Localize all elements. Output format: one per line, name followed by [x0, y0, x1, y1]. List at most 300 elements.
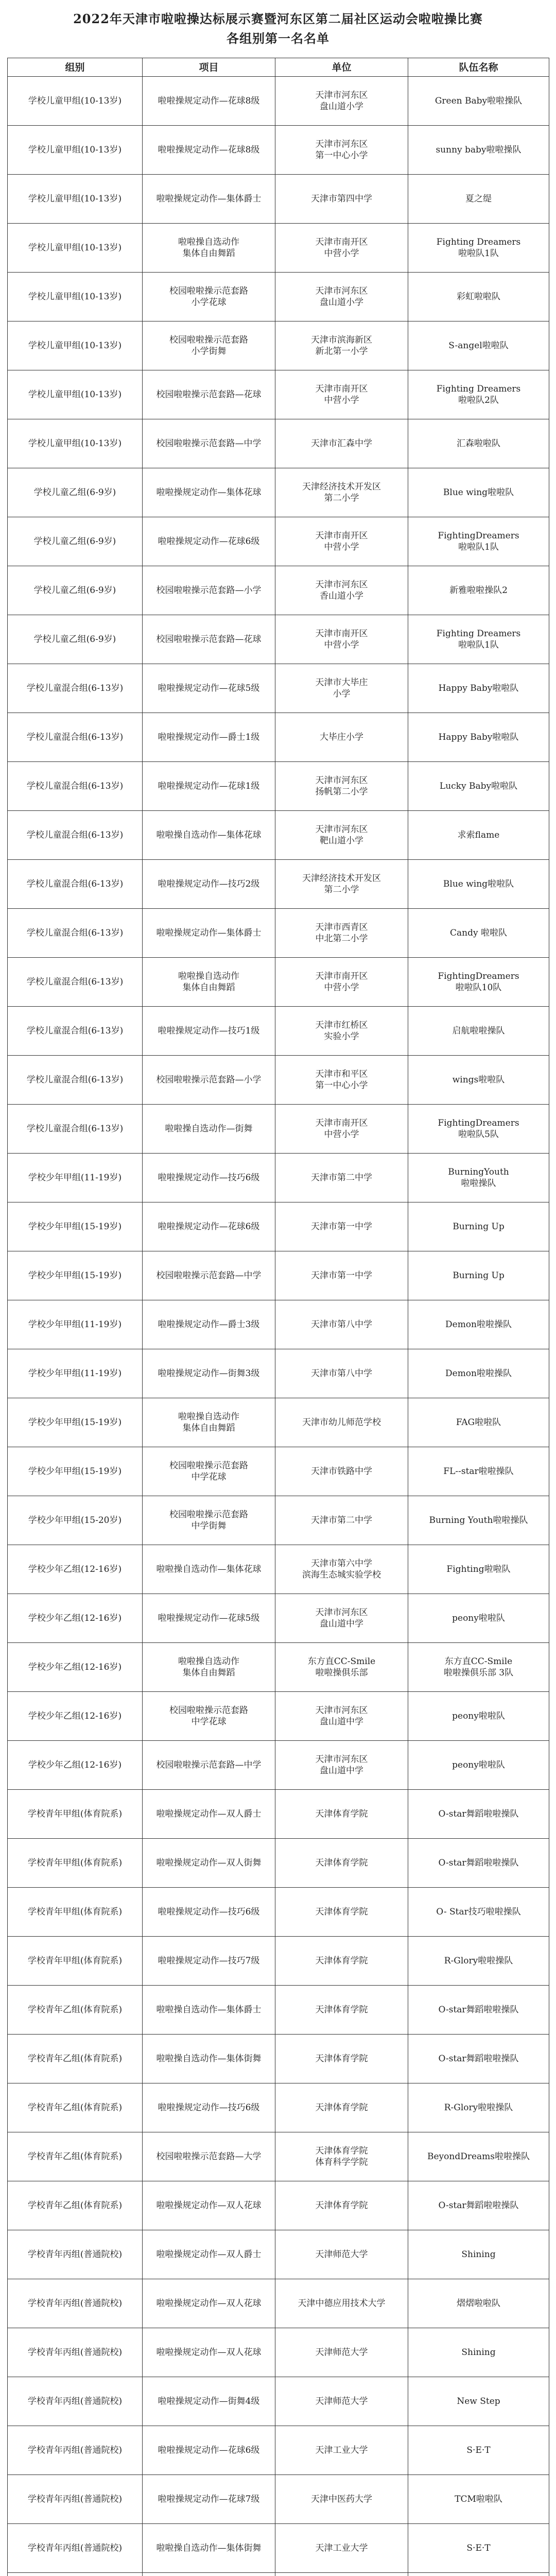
group-cell: [8, 126, 143, 175]
table-row: [8, 2083, 549, 2132]
unit-cell-text: 天津市河东区 第一中心小学: [315, 139, 368, 161]
table-row: [8, 468, 549, 517]
group-cell: [8, 2181, 143, 2230]
team-cell-text: 汇森啦啦队: [457, 438, 500, 449]
event-cell: [143, 1692, 275, 1741]
team-cell: [408, 762, 549, 811]
team-cell: [408, 909, 549, 958]
event-cell: [143, 958, 275, 1007]
team-cell-text: Lucky Baby啦啦队: [439, 781, 518, 791]
table-row: [8, 2573, 549, 2576]
table-row: [8, 2035, 549, 2083]
team-cell: [408, 615, 549, 664]
event-cell: [143, 2083, 275, 2132]
event-cell-text: 啦啦操规定动作—花球5级: [158, 1613, 260, 1623]
event-cell-text: 啦啦操自选动作 集体自由舞蹈: [178, 1656, 239, 1678]
group-cell: [8, 2083, 143, 2132]
event-cell: [143, 224, 275, 273]
unit-cell: [275, 811, 408, 860]
team-cell-text: peony啦啦队: [452, 1760, 505, 1770]
event-cell: [143, 811, 275, 860]
team-cell-text: O-star舞蹈啦啦操队: [438, 2005, 519, 2015]
group-cell-text: 学校少年乙组(12-16岁): [28, 1564, 122, 1574]
unit-cell: [275, 175, 408, 224]
unit-cell: [275, 1741, 408, 1790]
group-cell-text: 学校儿童混合组(6-13岁): [26, 977, 124, 987]
table-row: [8, 77, 549, 126]
event-cell: [143, 1545, 275, 1594]
table-row: [8, 1202, 549, 1251]
group-cell: [8, 566, 143, 615]
group-cell: [8, 1349, 143, 1398]
unit-cell-text: 天津师范大学: [315, 2396, 368, 2406]
event-cell: [143, 2328, 275, 2377]
group-cell: [8, 1839, 143, 1888]
unit-cell: [275, 1496, 408, 1545]
team-cell: [408, 2573, 549, 2576]
team-cell: [408, 2181, 549, 2230]
unit-cell-text: 天津市河东区 盘山道中学: [315, 1705, 368, 1727]
table-row: [8, 175, 549, 224]
group-cell-text: 学校儿童混合组(6-13岁): [26, 1124, 124, 1134]
team-cell: [408, 1154, 549, 1202]
team-cell: [408, 370, 549, 419]
event-cell: [143, 273, 275, 321]
team-cell: [408, 2035, 549, 2083]
event-cell: [143, 1888, 275, 1937]
unit-cell: [275, 2328, 408, 2377]
group-cell-text: 学校少年乙组(12-16岁): [28, 1613, 122, 1623]
unit-cell-text: 天津师范大学: [315, 2347, 368, 2358]
event-cell: [143, 1007, 275, 1056]
team-cell: [408, 1839, 549, 1888]
table-row: [8, 1839, 549, 1888]
team-cell-text: S·E·T: [466, 2543, 491, 2553]
team-cell: [408, 2230, 549, 2279]
unit-cell-text: 天津市河东区 盘山道中学: [315, 1754, 368, 1776]
team-cell: [408, 2132, 549, 2181]
group-cell-text: 学校少年甲组(15-19岁): [28, 1270, 122, 1281]
team-cell-text: Burning Up: [453, 1222, 505, 1232]
group-cell: [8, 1056, 143, 1105]
unit-cell: [275, 958, 408, 1007]
document-title: 2022年天津市啦啦操达标展示赛暨河东区第二届社区运动会啦啦操比赛: [73, 11, 483, 26]
team-cell: [408, 517, 549, 566]
unit-cell: [275, 1594, 408, 1643]
unit-cell: [275, 1643, 408, 1692]
event-cell: [143, 1398, 275, 1447]
event-cell-text: 啦啦操规定动作—街舞3级: [158, 1368, 260, 1379]
team-cell-text: Blue wing啦啦队: [443, 879, 514, 889]
event-cell: [143, 860, 275, 909]
event-cell: [143, 468, 275, 517]
team-cell: [408, 1545, 549, 1594]
event-cell-text: 校园啦啦操示范套路 小学街舞: [169, 335, 248, 357]
group-cell: [8, 2035, 143, 2083]
unit-cell-text: 天津市河东区 盘山道小学: [315, 90, 368, 112]
group-cell-text: 学校青年乙组(体育院系): [27, 2200, 123, 2211]
team-cell-text: Shining: [461, 2249, 496, 2260]
group-cell: [8, 615, 143, 664]
team-cell-text: FightingDreamers 啦啦队10队: [438, 971, 519, 993]
group-cell-text: 学校少年甲组(15-19岁): [28, 1222, 122, 1232]
team-cell: [408, 1251, 549, 1300]
table-row: [8, 370, 549, 419]
team-cell-text: O- Star技巧啦啦操队: [436, 1907, 521, 1917]
team-cell-text: Happy Baby啦啦队: [438, 683, 519, 693]
unit-cell: [275, 2279, 408, 2328]
team-cell-text: 新雅啦啦操队2: [449, 585, 508, 596]
table-row: [8, 615, 549, 664]
table-row: [8, 566, 549, 615]
unit-cell-text: 天津体育学院: [315, 1956, 368, 1966]
team-cell-text: Shining: [461, 2347, 496, 2358]
team-cell: [408, 1692, 549, 1741]
event-cell: [143, 2132, 275, 2181]
team-cell: [408, 175, 549, 224]
group-cell: [8, 2328, 143, 2377]
unit-cell: [275, 2035, 408, 2083]
table-row: [8, 2279, 549, 2328]
table-row: [8, 2181, 549, 2230]
event-cell: [143, 2279, 275, 2328]
event-cell-text: 啦啦操规定动作—花球6级: [158, 1222, 260, 1232]
event-cell: [143, 2426, 275, 2475]
unit-cell: [275, 1839, 408, 1888]
unit-cell-text: 天津体育学院: [315, 1907, 368, 1917]
group-cell-text: 学校儿童甲组(10-13岁): [28, 145, 122, 155]
event-cell: [143, 909, 275, 958]
group-cell: [8, 1937, 143, 1986]
event-cell-text: 啦啦操规定动作—花球8级: [158, 96, 260, 106]
unit-cell: [275, 2475, 408, 2524]
group-cell-text: 学校儿童乙组(6-9岁): [33, 487, 116, 498]
unit-cell: [275, 1790, 408, 1839]
team-cell: [408, 1447, 549, 1496]
event-cell-text: 校园啦啦操示范套路 中学花球: [169, 1461, 248, 1482]
table-row: [8, 1888, 549, 1937]
event-cell: [143, 1056, 275, 1105]
team-cell-text: Burning Up: [453, 1270, 505, 1281]
team-cell-text: Demon啦啦操队: [445, 1319, 512, 1330]
team-cell-text: BurningYouth 啦啦操队: [448, 1167, 509, 1189]
event-cell: [143, 1790, 275, 1839]
team-cell-text: 熠熠啦啦队: [457, 2298, 500, 2309]
event-cell: [143, 2524, 275, 2573]
team-cell: [408, 468, 549, 517]
team-cell: [408, 2377, 549, 2426]
team-cell-text: Fighting Dreamers 啦啦队1队: [436, 237, 521, 259]
unit-cell: [275, 2132, 408, 2181]
unit-cell-text: 天津市第一中学: [311, 1222, 372, 1232]
group-cell: [8, 370, 143, 419]
group-cell: [8, 1692, 143, 1741]
unit-cell: [275, 2573, 408, 2576]
group-cell-text: 学校青年乙组(体育院系): [27, 2151, 123, 2162]
team-cell-text: FAG啦啦队: [456, 1417, 501, 1428]
group-cell: [8, 2132, 143, 2181]
unit-cell-text: 天津市红桥区 实验小学: [315, 1020, 368, 1042]
group-cell-text: 学校儿童甲组(10-13岁): [28, 389, 122, 400]
unit-cell: [275, 2426, 408, 2475]
unit-cell: [275, 468, 408, 517]
group-cell: [8, 1007, 143, 1056]
unit-cell: [275, 1888, 408, 1937]
table-row: [8, 1986, 549, 2035]
event-cell: [143, 1594, 275, 1643]
header-unit: 单位: [275, 58, 408, 77]
table-row: [8, 909, 549, 958]
event-cell: [143, 1251, 275, 1300]
table-row: [8, 664, 549, 713]
table-row: [8, 321, 549, 370]
unit-cell-text: 天津中德应用技术大学: [298, 2298, 386, 2309]
unit-cell-text: 天津市第八中学: [311, 1368, 372, 1379]
unit-cell-text: 天津市第六中学 滨海生态城实验学校: [302, 1558, 381, 1580]
unit-cell: [275, 2181, 408, 2230]
group-cell-text: 学校儿童混合组(6-13岁): [26, 683, 124, 693]
event-cell: [143, 1937, 275, 1986]
event-cell: [143, 2230, 275, 2279]
group-cell: [8, 273, 143, 321]
unit-cell-text: 天津市河东区 盘山道小学: [315, 286, 368, 308]
event-cell-text: 校园啦啦操示范套路—中学: [156, 1270, 262, 1281]
unit-cell-text: 天津体育学院: [315, 2054, 368, 2064]
group-cell-text: 学校青年丙组(普通院校): [27, 2347, 123, 2358]
event-cell: [143, 1496, 275, 1545]
group-cell-text: 学校青年丙组(普通院校): [27, 2249, 123, 2260]
results-table: [7, 58, 549, 2576]
document-subtitle: 各组别第一名名单: [227, 31, 329, 46]
event-cell: [143, 1447, 275, 1496]
group-cell: [8, 1105, 143, 1154]
unit-cell-text: 天津市汇森中学: [311, 438, 372, 449]
group-cell-text: 学校少年乙组(12-16岁): [28, 1760, 122, 1770]
team-cell: [408, 664, 549, 713]
team-cell-text: FL--star啦啦操队: [443, 1466, 514, 1477]
table-row: [8, 811, 549, 860]
event-cell-text: 校园啦啦操示范套路—中学: [156, 438, 262, 449]
team-cell: [408, 1105, 549, 1154]
group-cell-text: 学校儿童混合组(6-13岁): [26, 879, 124, 889]
team-cell-text: BeyondDreams啦啦操队: [427, 2151, 530, 2162]
group-cell: [8, 811, 143, 860]
group-cell: [8, 1398, 143, 1447]
team-cell: [408, 1888, 549, 1937]
event-cell-text: 啦啦操规定动作—爵士1级: [158, 732, 260, 742]
team-cell: [408, 224, 549, 273]
table-row: [8, 1643, 549, 1692]
unit-cell: [275, 1300, 408, 1349]
table-row: [8, 1790, 549, 1839]
unit-cell-text: 天津市和平区 第一中心小学: [315, 1069, 368, 1091]
event-cell-text: 啦啦操自选动作—集体街舞: [156, 2054, 262, 2064]
unit-cell: [275, 860, 408, 909]
group-cell-text: 学校青年甲组(体育院系): [27, 1858, 123, 1868]
group-cell: [8, 1202, 143, 1251]
group-cell: [8, 2573, 143, 2576]
event-cell-text: 啦啦操自选动作—街舞: [165, 1124, 253, 1134]
unit-cell-text: 天津体育学院: [315, 1809, 368, 1819]
team-cell: [408, 2524, 549, 2573]
group-cell: [8, 2524, 143, 2573]
unit-cell-text: 天津体育学院: [315, 2005, 368, 2015]
unit-cell: [275, 1692, 408, 1741]
table-row: [8, 1007, 549, 1056]
team-cell-text: Candy 啦啦队: [450, 928, 507, 938]
unit-cell: [275, 273, 408, 321]
table-row: [8, 126, 549, 175]
group-cell-text: 学校青年乙组(体育院系): [27, 2054, 123, 2064]
unit-cell: [275, 2083, 408, 2132]
group-cell: [8, 1251, 143, 1300]
group-cell: [8, 664, 143, 713]
group-cell: [8, 77, 143, 126]
unit-cell-text: 天津市幼儿师范学校: [302, 1417, 381, 1428]
team-cell-text: 东方直CC-Smile 啦啦操俱乐部 3队: [443, 1656, 514, 1678]
group-cell: [8, 1594, 143, 1643]
event-cell-text: 啦啦操规定动作—集体花球: [156, 487, 262, 498]
event-cell: [143, 1105, 275, 1154]
table-row: [8, 1937, 549, 1986]
table-row: [8, 2377, 549, 2426]
group-cell-text: 学校少年甲组(11-19岁): [28, 1368, 122, 1379]
unit-cell: [275, 1447, 408, 1496]
group-cell: [8, 175, 143, 224]
table-row: [8, 1251, 549, 1300]
unit-cell-text: 天津市南开区 中营小学: [315, 971, 368, 993]
unit-cell-text: 东方直CC-Smile 啦啦操俱乐部: [307, 1656, 376, 1678]
event-cell-text: 啦啦操规定动作—双人爵士: [156, 1809, 262, 1819]
event-cell-text: 啦啦操规定动作—集体爵士: [156, 194, 262, 204]
unit-cell: [275, 1056, 408, 1105]
event-cell: [143, 1349, 275, 1398]
team-cell-text: Fighting Dreamers 啦啦队2队: [436, 384, 521, 405]
unit-cell: [275, 419, 408, 468]
unit-cell: [275, 615, 408, 664]
unit-cell: [275, 224, 408, 273]
unit-cell: [275, 1986, 408, 2035]
unit-cell: [275, 2524, 408, 2573]
event-cell-text: 啦啦操规定动作—花球8级: [158, 145, 260, 155]
event-cell-text: 啦啦操规定动作—街舞4级: [158, 2396, 260, 2406]
event-cell: [143, 2035, 275, 2083]
unit-cell-text: 天津经济技术开发区 第二小学: [302, 873, 381, 895]
event-cell-text: 啦啦操规定动作—双人爵士: [156, 2249, 262, 2260]
table-row: [8, 1741, 549, 1790]
event-cell: [143, 321, 275, 370]
team-cell: [408, 321, 549, 370]
team-cell: [408, 2279, 549, 2328]
event-cell: [143, 2475, 275, 2524]
group-cell: [8, 1888, 143, 1937]
event-cell-text: 校园啦啦操示范套路—中学: [156, 1760, 262, 1770]
group-cell-text: 学校青年丙组(普通院校): [27, 2396, 123, 2406]
unit-cell: [275, 2230, 408, 2279]
unit-cell: [275, 1202, 408, 1251]
table-row: [8, 419, 549, 468]
group-cell-text: 学校青年乙组(体育院系): [27, 2005, 123, 2015]
group-cell-text: 学校儿童乙组(6-9岁): [33, 536, 116, 547]
unit-cell: [275, 2377, 408, 2426]
group-cell-text: 学校儿童甲组(10-13岁): [28, 341, 122, 351]
team-cell: [408, 1496, 549, 1545]
unit-cell-text: 天津市第八中学: [311, 1319, 372, 1330]
event-cell-text: 啦啦操规定动作—爵士3级: [158, 1319, 260, 1330]
team-cell-text: O-star舞蹈啦啦操队: [438, 1809, 519, 1819]
team-cell-text: FightingDreamers 啦啦队1队: [438, 531, 519, 552]
unit-cell: [275, 1545, 408, 1594]
unit-cell-text: 天津体育学院: [315, 1858, 368, 1868]
group-cell: [8, 1986, 143, 2035]
team-cell-text: 启航啦啦操队: [452, 1026, 505, 1036]
event-cell-text: 校园啦啦操示范套路 中学街舞: [169, 1510, 248, 1531]
event-cell-text: 啦啦操规定动作—花球7级: [158, 2494, 260, 2504]
team-cell: [408, 2475, 549, 2524]
group-cell-text: 学校儿童混合组(6-13岁): [26, 830, 124, 840]
unit-cell-text: 天津市大毕庄 小学: [315, 677, 368, 699]
event-cell-text: 啦啦操规定动作—技巧6级: [158, 2103, 260, 2113]
team-cell: [408, 811, 549, 860]
unit-cell: [275, 1105, 408, 1154]
group-cell-text: 学校儿童混合组(6-13岁): [26, 1075, 124, 1085]
group-cell-text: 学校儿童甲组(10-13岁): [28, 243, 122, 253]
table-row: [8, 1300, 549, 1349]
table-row: [8, 2230, 549, 2279]
event-cell-text: 啦啦操规定动作—花球6级: [158, 536, 260, 547]
event-cell-text: 啦啦操规定动作—花球6级: [158, 2445, 260, 2455]
team-cell-text: S·E·T: [466, 2445, 491, 2455]
group-cell: [8, 1790, 143, 1839]
unit-cell-text: 天津市南开区 中营小学: [315, 531, 368, 552]
event-cell: [143, 762, 275, 811]
group-cell: [8, 224, 143, 273]
event-cell-text: 啦啦操规定动作—集体爵士: [156, 928, 262, 938]
unit-cell-text: 天津市铁路中学: [311, 1466, 372, 1477]
unit-cell: [275, 1937, 408, 1986]
unit-cell-text: 天津市河东区 靶山道小学: [315, 824, 368, 846]
group-cell-text: 学校少年甲组(15-20岁): [28, 1515, 122, 1526]
event-cell-text: 啦啦操规定动作—技巧7级: [158, 1956, 260, 1966]
table-row: [8, 1349, 549, 1398]
group-cell-text: 学校少年甲组(15-19岁): [28, 1466, 122, 1477]
group-cell: [8, 2475, 143, 2524]
unit-cell-text: 天津体育学院: [315, 2103, 368, 2113]
table-row: [8, 1594, 549, 1643]
event-cell: [143, 517, 275, 566]
group-cell: [8, 419, 143, 468]
table-row: [8, 1447, 549, 1496]
group-cell: [8, 958, 143, 1007]
group-cell: [8, 321, 143, 370]
table-row: [8, 2328, 549, 2377]
header-group: 组别: [8, 58, 143, 77]
event-cell: [143, 1202, 275, 1251]
team-cell: [408, 1986, 549, 2035]
team-cell: [408, 2328, 549, 2377]
event-cell-text: 啦啦操规定动作—双人花球: [156, 2298, 262, 2309]
unit-cell-text: 天津市第四中学: [311, 194, 372, 204]
table-row: [8, 762, 549, 811]
unit-cell-text: 天津师范大学: [315, 2249, 368, 2260]
event-cell-text: 啦啦操自选动作 集体自由舞蹈: [178, 237, 239, 259]
unit-cell-text: 天津市滨海新区 新北第一小学: [311, 335, 372, 357]
group-cell-text: 学校青年丙组(普通院校): [27, 2543, 123, 2553]
group-cell-text: 学校儿童乙组(6-9岁): [33, 634, 116, 645]
team-cell: [408, 77, 549, 126]
group-cell-text: 学校少年甲组(11-19岁): [28, 1173, 122, 1183]
team-cell-text: Happy Baby啦啦队: [438, 732, 519, 742]
